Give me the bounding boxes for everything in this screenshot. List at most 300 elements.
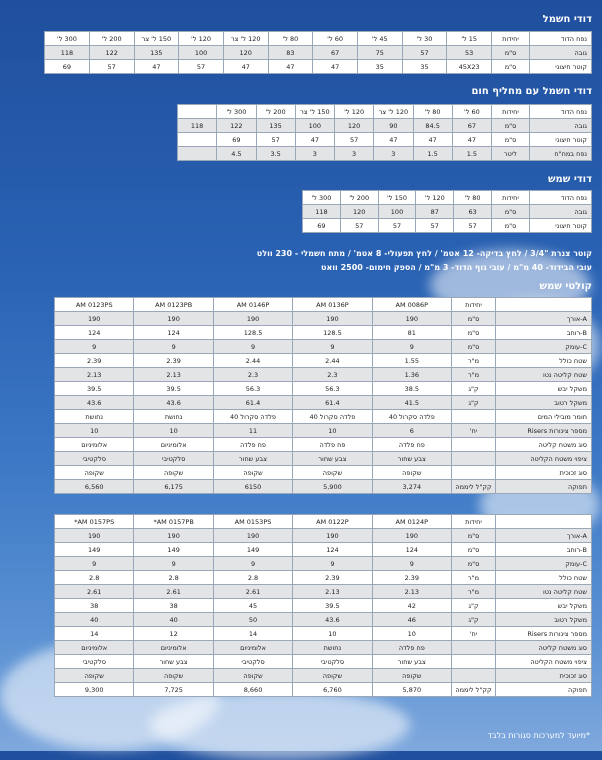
- table-row: [55, 641, 592, 655]
- table-cell: 120 ל': [416, 191, 454, 205]
- table-cell: 84.5: [413, 119, 452, 133]
- table-cell: 10: [372, 627, 451, 641]
- table-cell: 1.5: [452, 147, 491, 161]
- table-cell: AM 0157PS*: [55, 515, 134, 529]
- table-cell: צבע שחור: [134, 655, 213, 669]
- table-cell: 149: [55, 543, 134, 557]
- table-cell: 56.3: [213, 382, 292, 396]
- table-cell: נחושת: [55, 410, 134, 424]
- table-cell: 57: [89, 60, 134, 74]
- row-label-cell: B-רוחב: [496, 543, 592, 557]
- table-cell: שקופה: [372, 466, 451, 480]
- table-cell: פלדה סקרול 40: [372, 410, 451, 424]
- row-label-cell: גובה: [530, 205, 592, 219]
- table-row: [55, 466, 592, 480]
- table-cell: 63: [454, 205, 492, 219]
- table-cell: 45 ל': [357, 32, 402, 46]
- section-title-heat-exchanger: דודי חשמל עם מחליף חום: [471, 86, 592, 97]
- table-cell: ק"ג: [452, 599, 496, 613]
- table-cell: נחושת: [293, 641, 372, 655]
- table-cell: 150 ל' צר: [134, 32, 179, 46]
- table-cell: יחידות: [492, 32, 530, 46]
- table-cell: 56.3: [293, 382, 372, 396]
- table-cell: 300 ל': [217, 105, 256, 119]
- table-cell: 57: [402, 46, 447, 60]
- table-row: [55, 452, 592, 466]
- table-header-row: [45, 32, 592, 46]
- table-row: [45, 46, 592, 60]
- table-cell: AM 0124P: [372, 515, 451, 529]
- table-cell: 38.5: [372, 382, 451, 396]
- table-row: [55, 382, 592, 396]
- table-cell: 35: [357, 60, 402, 74]
- table-cell: פח פלדה: [372, 438, 451, 452]
- table-cell: [452, 655, 496, 669]
- table-cell: 9: [55, 340, 134, 354]
- table-cell: 10: [293, 627, 372, 641]
- table-cell: 190: [134, 312, 213, 326]
- table-cell: 80 ל': [454, 191, 492, 205]
- table-row: [178, 119, 592, 133]
- table-cell: 47: [313, 60, 358, 74]
- row-label-cell: קוטר חיצוני: [530, 60, 592, 74]
- table-header-row: [303, 191, 592, 205]
- table-cell: קק"ל ליממה: [452, 480, 496, 494]
- table-cell: 14: [55, 627, 134, 641]
- table-cell: AM 0136P: [293, 298, 372, 312]
- table-row: [303, 205, 592, 219]
- row-label-cell: נפח הדוד: [530, 191, 592, 205]
- table-header-row: [55, 515, 592, 529]
- table-cell: ס"מ: [452, 557, 496, 571]
- table-cell: 2.44: [213, 354, 292, 368]
- table-row: [178, 147, 592, 161]
- table-cell: 9: [134, 340, 213, 354]
- table-cell: 2.3: [293, 368, 372, 382]
- table-row: [55, 424, 592, 438]
- table-cell: 14: [213, 627, 292, 641]
- table-cell: יחידות: [452, 298, 496, 312]
- table-cell: אלומיניום: [55, 438, 134, 452]
- row-label-cell: משקל רטוב: [496, 613, 592, 627]
- table-cell: ס"מ: [492, 60, 530, 74]
- row-label-cell: [496, 298, 592, 312]
- table-cell: [452, 410, 496, 424]
- table-cell: קק"ל ליממה: [452, 683, 496, 697]
- table-cell: שקופה: [213, 669, 292, 683]
- table-cell: שקופה: [213, 466, 292, 480]
- table-cell: AM 0146P: [213, 298, 292, 312]
- table-cell: 3,274: [372, 480, 451, 494]
- table-header-row: [178, 105, 592, 119]
- table-cell: 42: [372, 599, 451, 613]
- table-cell: ק"ג: [452, 382, 496, 396]
- table-cell: 39.5: [293, 599, 372, 613]
- table-cell: צבע שחור: [372, 655, 451, 669]
- table-cell: 8,660: [213, 683, 292, 697]
- specs-note-line-1: קוטר צנרת "3/4 / לחץ בדיקה- 12 אטמ' / לחץ תפעולי- 8 אטמ' / מתח חשמלי - 230 וולט: [256, 249, 592, 258]
- table-cell: 35: [402, 60, 447, 74]
- table-cell: שקופה: [134, 466, 213, 480]
- table-cell: 190: [55, 529, 134, 543]
- row-label-cell: משקל רטוב: [496, 396, 592, 410]
- table-cell: 6,760: [293, 683, 372, 697]
- table-cell: 149: [213, 543, 292, 557]
- table-cell: AM 0157PB*: [134, 515, 213, 529]
- table-cell: 3: [374, 147, 413, 161]
- table-cell: אלומיניום: [134, 641, 213, 655]
- table-cell: 1.36: [372, 368, 451, 382]
- table-cell: [178, 105, 217, 119]
- row-label-cell: סוג זכוכית: [496, 669, 592, 683]
- table-cell: 122: [89, 46, 134, 60]
- footnote-closed-systems: *מיועד למערכות סגורות בלבד: [487, 731, 590, 740]
- table-cell: 47: [295, 133, 334, 147]
- table-cell: 120 ל': [179, 32, 224, 46]
- table-cell: AM 0153PS: [213, 515, 292, 529]
- table-cell: 57: [454, 219, 492, 233]
- row-label-cell: סוג משטח קליטה: [496, 641, 592, 655]
- solar-collectors-table-2: [54, 514, 592, 697]
- table-cell: 2.61: [134, 585, 213, 599]
- row-label-cell: נפח במח"ח: [530, 147, 592, 161]
- table-cell: 87: [416, 205, 454, 219]
- row-label-cell: [496, 515, 592, 529]
- row-label-cell: C-עומק: [496, 340, 592, 354]
- table-cell: 53: [447, 46, 492, 60]
- table-cell: 120 ל' צר: [374, 105, 413, 119]
- table-cell: ס"מ: [452, 543, 496, 557]
- table-cell: 80 ל': [413, 105, 452, 119]
- table-cell: יחידות: [452, 515, 496, 529]
- table-cell: 83: [268, 46, 313, 60]
- table-cell: פח פלדה: [293, 438, 372, 452]
- row-label-cell: קוטר חיצוני: [530, 219, 592, 233]
- table-cell: סלקטיבי: [134, 452, 213, 466]
- row-label-cell: גובה: [530, 119, 592, 133]
- table-cell: מ"ר: [452, 585, 496, 599]
- table-cell: אלומיניום: [134, 438, 213, 452]
- table-cell: ס"מ: [452, 312, 496, 326]
- table-cell: 38: [55, 599, 134, 613]
- table-cell: 124: [55, 326, 134, 340]
- table-cell: 43.6: [293, 613, 372, 627]
- table-cell: 61.4: [213, 396, 292, 410]
- table-cell: 300 ל': [303, 191, 341, 205]
- table-cell: 67: [313, 46, 358, 60]
- table-cell: 9,300: [55, 683, 134, 697]
- table-cell: 3: [335, 147, 374, 161]
- table-cell: ס"מ: [452, 529, 496, 543]
- table-cell: 149: [134, 543, 213, 557]
- table-cell: 150 ל': [378, 191, 416, 205]
- table-cell: 2.8: [134, 571, 213, 585]
- row-label-cell: B-רוחב: [496, 326, 592, 340]
- table-header-row: [55, 298, 592, 312]
- table-cell: 120: [223, 46, 268, 60]
- table-row: [303, 219, 592, 233]
- table-cell: 1.5: [413, 147, 452, 161]
- row-label-cell: חומר מובילי המים: [496, 410, 592, 424]
- table-cell: מ"ר: [452, 354, 496, 368]
- table-cell: אלומיניום: [55, 641, 134, 655]
- table-cell: ס"מ: [452, 326, 496, 340]
- table-cell: 69: [303, 219, 341, 233]
- table-cell: 118: [45, 46, 90, 60]
- row-label-cell: A-אורך: [496, 312, 592, 326]
- table-cell: 190: [293, 529, 372, 543]
- table-cell: מ"ר: [452, 368, 496, 382]
- row-label-cell: משקל יבש: [496, 382, 592, 396]
- table-cell: AM 0122P: [293, 515, 372, 529]
- row-label-cell: משקל יבש: [496, 599, 592, 613]
- table-cell: 3.5: [256, 147, 295, 161]
- table-cell: שקופה: [55, 466, 134, 480]
- table-cell: ק"ג: [452, 613, 496, 627]
- table-cell: 122: [217, 119, 256, 133]
- table-row: [55, 368, 592, 382]
- table-cell: צבע שחור: [372, 452, 451, 466]
- table-cell: 38: [134, 599, 213, 613]
- table-cell: 10: [55, 424, 134, 438]
- table-cell: פלדה סקרול 40: [293, 410, 372, 424]
- table-cell: 80 ל': [268, 32, 313, 46]
- table-cell: 9: [134, 557, 213, 571]
- table-cell: 5,870: [372, 683, 451, 697]
- table-cell: 6150: [213, 480, 292, 494]
- row-label-cell: A-אורך: [496, 529, 592, 543]
- table-cell: פלדה סקרול 40: [213, 410, 292, 424]
- section-title-solar-collectors: קולטי שמש: [539, 281, 592, 292]
- table-row: [55, 669, 592, 683]
- table-row: [55, 438, 592, 452]
- table-cell: 120: [335, 119, 374, 133]
- row-label-cell: ציפוי משטח הקליטה: [496, 655, 592, 669]
- table-cell: [452, 438, 496, 452]
- table-cell: 11: [213, 424, 292, 438]
- row-label-cell: שטח קליטה נטו: [496, 368, 592, 382]
- table-cell: 9: [293, 557, 372, 571]
- table-cell: AM 0123PB: [134, 298, 213, 312]
- table-cell: 75: [357, 46, 402, 60]
- table-cell: 40: [134, 613, 213, 627]
- table-cell: שקופה: [134, 669, 213, 683]
- table-cell: 128.5: [293, 326, 372, 340]
- table-cell: AM 0123PS: [55, 298, 134, 312]
- table-row: [55, 543, 592, 557]
- table-row: [178, 133, 592, 147]
- table-cell: שקופה: [293, 466, 372, 480]
- table-cell: 9: [372, 340, 451, 354]
- table-cell: 2.8: [213, 571, 292, 585]
- table-row: [55, 627, 592, 641]
- table-cell: 150 ל' צר: [295, 105, 334, 119]
- table-cell: 5,900: [293, 480, 372, 494]
- table-cell: 30 ל': [402, 32, 447, 46]
- table-row: [55, 354, 592, 368]
- table-cell: 100: [179, 46, 224, 60]
- table-cell: שקופה: [293, 669, 372, 683]
- table-cell: יח': [452, 627, 496, 641]
- table-cell: 135: [256, 119, 295, 133]
- table-row: [55, 480, 592, 494]
- table-cell: 118: [178, 119, 217, 133]
- table-cell: 124: [293, 543, 372, 557]
- table-cell: 46: [372, 613, 451, 627]
- table-cell: 50: [213, 613, 292, 627]
- table-cell: 190: [293, 312, 372, 326]
- table-cell: 6,175: [134, 480, 213, 494]
- row-label-cell: גובה: [530, 46, 592, 60]
- table-cell: 190: [213, 529, 292, 543]
- table-cell: 2.13: [372, 585, 451, 599]
- table-row: [45, 60, 592, 74]
- table-cell: 2.8: [55, 571, 134, 585]
- table-cell: 47: [413, 133, 452, 147]
- table-cell: יח': [452, 424, 496, 438]
- table-cell: סלקטיבי: [55, 452, 134, 466]
- table-cell: 100: [295, 119, 334, 133]
- row-label-cell: מספר צינורות Risers: [496, 627, 592, 641]
- table-cell: ליטר: [492, 147, 530, 161]
- table-cell: 2.13: [55, 368, 134, 382]
- table-row: [55, 312, 592, 326]
- table-cell: 2.39: [372, 571, 451, 585]
- table-cell: 118: [303, 205, 341, 219]
- table-cell: 9: [213, 340, 292, 354]
- table-cell: 3: [295, 147, 334, 161]
- table-cell: 1.55: [372, 354, 451, 368]
- table-cell: 120 ל': [335, 105, 374, 119]
- table-cell: 190: [372, 529, 451, 543]
- table-cell: נחושת: [134, 410, 213, 424]
- table-cell: 57: [335, 133, 374, 147]
- table-cell: 57: [340, 219, 378, 233]
- table-cell: 2.39: [134, 354, 213, 368]
- table-cell: 120: [340, 205, 378, 219]
- table-cell: 2.39: [55, 354, 134, 368]
- table-row: [55, 557, 592, 571]
- row-label-cell: מספר צינורות Risers: [496, 424, 592, 438]
- table-row: [55, 326, 592, 340]
- table-cell: 200 ל': [340, 191, 378, 205]
- table-cell: [452, 669, 496, 683]
- table-cell: אלומיניום: [213, 641, 292, 655]
- table-cell: ס"מ: [492, 46, 530, 60]
- table-cell: 2.13: [293, 585, 372, 599]
- table-cell: ס"מ: [492, 205, 530, 219]
- cloud-decoration: [150, 690, 410, 760]
- table-cell: ס"מ: [492, 219, 530, 233]
- table-cell: 47: [268, 60, 313, 74]
- table-cell: צבע שחור: [213, 452, 292, 466]
- table-cell: 57: [179, 60, 224, 74]
- row-label-cell: ציפוי משטח הקליטה: [496, 452, 592, 466]
- table-cell: 190: [134, 529, 213, 543]
- table-cell: 69: [217, 133, 256, 147]
- table-cell: 2.44: [293, 354, 372, 368]
- table-row: [55, 683, 592, 697]
- electric-heaters-table: [44, 31, 592, 74]
- table-cell: 81: [372, 326, 451, 340]
- table-row: [55, 585, 592, 599]
- table-cell: 9: [372, 557, 451, 571]
- table-cell: 45: [213, 599, 292, 613]
- section-title-electric-heaters: דודי חשמל: [542, 14, 592, 25]
- table-cell: 60 ל': [452, 105, 491, 119]
- table-cell: [178, 133, 217, 147]
- table-cell: ס"מ: [492, 133, 530, 147]
- table-cell: 57: [256, 133, 295, 147]
- table-cell: 200 ל': [256, 105, 295, 119]
- table-cell: 124: [134, 326, 213, 340]
- table-cell: [452, 466, 496, 480]
- section-title-solar-heaters: דודי שמש: [547, 174, 592, 185]
- table-cell: 45X23: [447, 60, 492, 74]
- table-cell: 69: [45, 60, 90, 74]
- table-cell: פח פלדה: [372, 641, 451, 655]
- table-row: [55, 571, 592, 585]
- table-cell: 190: [55, 312, 134, 326]
- table-row: [55, 410, 592, 424]
- solar-heaters-table: [302, 190, 592, 233]
- table-cell: 190: [372, 312, 451, 326]
- heat-exchanger-table: [177, 104, 592, 161]
- table-cell: 2.39: [293, 571, 372, 585]
- table-cell: 9: [55, 557, 134, 571]
- table-cell: [178, 147, 217, 161]
- table-cell: יחידות: [492, 105, 530, 119]
- row-label-cell: שטח כולל: [496, 354, 592, 368]
- table-cell: 300 ל': [45, 32, 90, 46]
- table-cell: 120 ל' צר: [223, 32, 268, 46]
- row-label-cell: תפוקה: [496, 683, 592, 697]
- table-cell: [452, 641, 496, 655]
- table-cell: 100: [378, 205, 416, 219]
- table-cell: AM 0086P: [372, 298, 451, 312]
- table-cell: 124: [372, 543, 451, 557]
- table-cell: 15 ל': [447, 32, 492, 46]
- table-cell: 10: [293, 424, 372, 438]
- row-label-cell: C-עומק: [496, 557, 592, 571]
- solar-collectors-table-1: [54, 297, 592, 494]
- table-cell: 9: [213, 557, 292, 571]
- row-label-cell: שטח כולל: [496, 571, 592, 585]
- table-cell: מ"ר: [452, 571, 496, 585]
- table-cell: 7,725: [134, 683, 213, 697]
- table-cell: 61.4: [293, 396, 372, 410]
- table-cell: סלקטיבי: [213, 655, 292, 669]
- table-cell: 2.61: [213, 585, 292, 599]
- table-cell: 57: [416, 219, 454, 233]
- table-cell: שקופה: [55, 669, 134, 683]
- table-cell: [452, 452, 496, 466]
- table-cell: 135: [134, 46, 179, 60]
- table-cell: 39.5: [55, 382, 134, 396]
- table-cell: 43.6: [134, 396, 213, 410]
- table-cell: 128.5: [213, 326, 292, 340]
- table-cell: 4.5: [217, 147, 256, 161]
- table-cell: 9: [293, 340, 372, 354]
- row-label-cell: נפח הדוד: [530, 32, 592, 46]
- table-cell: 6: [372, 424, 451, 438]
- table-cell: 40: [55, 613, 134, 627]
- row-label-cell: תפוקה: [496, 480, 592, 494]
- table-row: [55, 340, 592, 354]
- table-cell: ס"מ: [452, 340, 496, 354]
- table-cell: 200 ל': [89, 32, 134, 46]
- table-cell: 47: [223, 60, 268, 74]
